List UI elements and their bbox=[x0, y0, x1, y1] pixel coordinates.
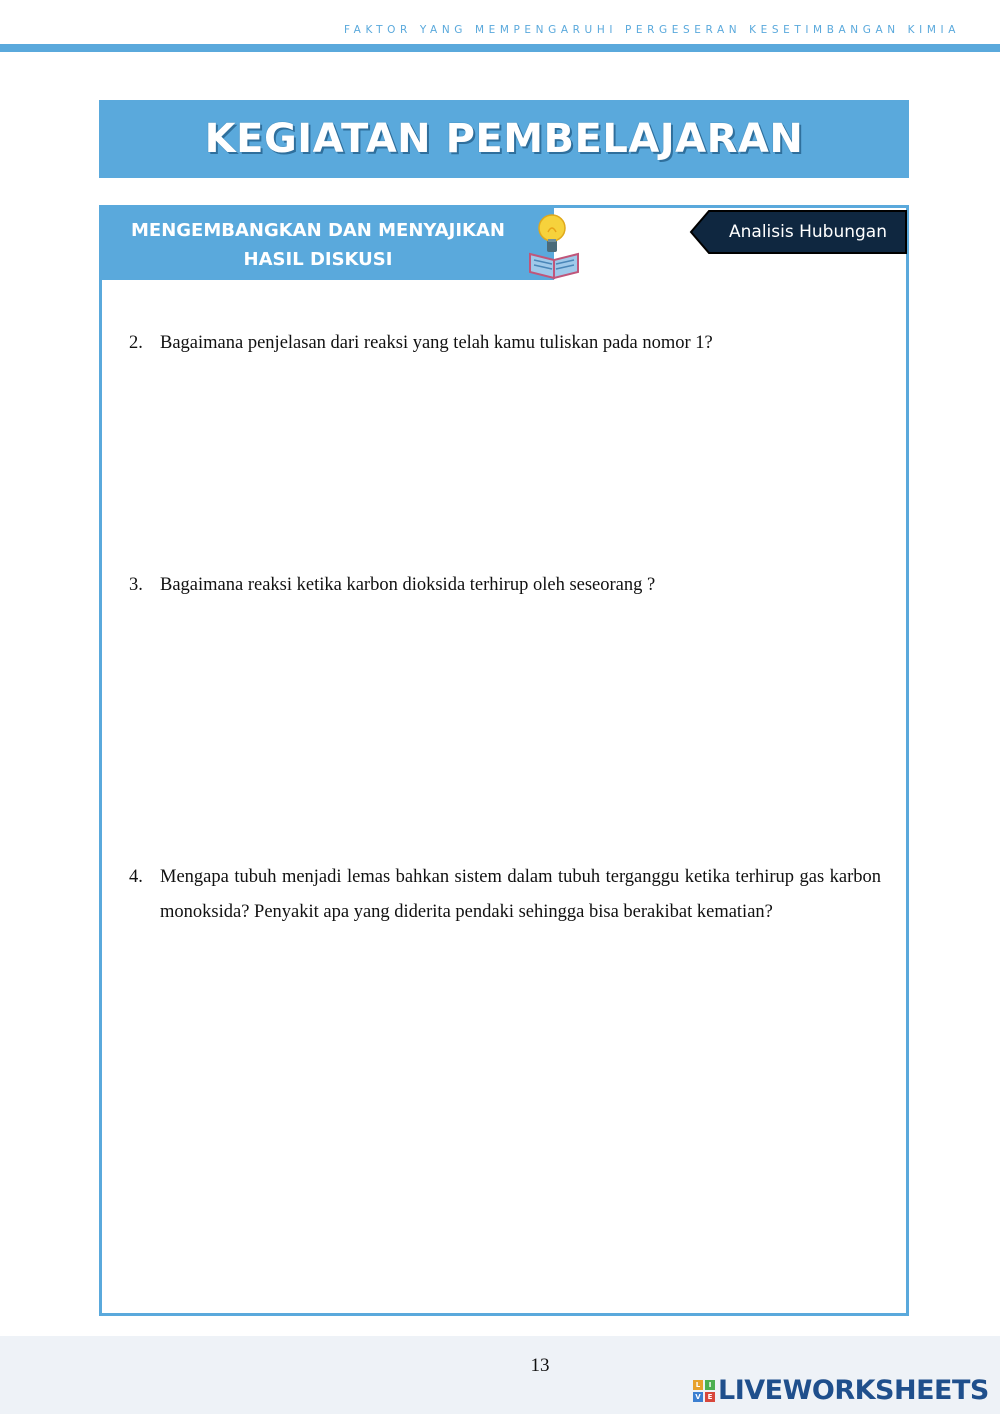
question-text: Mengapa tubuh menjadi lemas bahkan sistem dalam tubuh terganggu ketika terhirup gas karbon monoksida? Penyakit apa yang diderita pendaki sehingga bisa berakibat kematian? bbox=[160, 867, 881, 922]
logo-text: LIVEWORKSHEETS bbox=[718, 1375, 989, 1406]
question-number: 2. bbox=[129, 333, 143, 353]
page-number: 13 bbox=[530, 1355, 550, 1376]
question-text: Bagaimana penjelasan dari reaksi yang telah kamu tuliskan pada nomor 1? bbox=[160, 333, 713, 353]
logo-square: L bbox=[693, 1380, 703, 1390]
badge-label: Analisis Hubungan bbox=[729, 222, 887, 242]
logo-squares-icon bbox=[693, 1380, 715, 1402]
logo-square: E bbox=[705, 1392, 715, 1402]
analisis-hubungan-badge bbox=[689, 209, 908, 255]
question-text: Bagaimana reaksi ketika karbon dioksida terhirup oleh seseorang ? bbox=[160, 575, 656, 595]
logo-square: I bbox=[705, 1380, 715, 1390]
question-number: 4. bbox=[129, 867, 143, 887]
running-header: FAKTOR YANG MEMPENGARUHI PERGESERAN KESETIMBANGAN KIMIA bbox=[344, 24, 960, 36]
section-title-line1: MENGEMBANGKAN DAN MENYAJIKAN bbox=[130, 220, 505, 241]
logo-square: V bbox=[693, 1392, 703, 1402]
header-rule bbox=[0, 44, 1000, 52]
question-3 bbox=[129, 568, 881, 603]
page-title: KEGIATAN PEMBELAJARAN bbox=[204, 116, 804, 162]
lightbulb-book-icon bbox=[526, 210, 582, 280]
title-banner bbox=[99, 100, 909, 178]
section-title bbox=[112, 216, 524, 274]
section-title-line2: HASIL DISKUSI bbox=[243, 249, 393, 270]
section-tab bbox=[102, 208, 554, 280]
liveworksheets-logo[interactable] bbox=[693, 1375, 989, 1406]
content-frame bbox=[99, 205, 909, 1316]
question-2 bbox=[129, 326, 881, 361]
question-number: 3. bbox=[129, 575, 143, 595]
question-4 bbox=[129, 860, 881, 930]
